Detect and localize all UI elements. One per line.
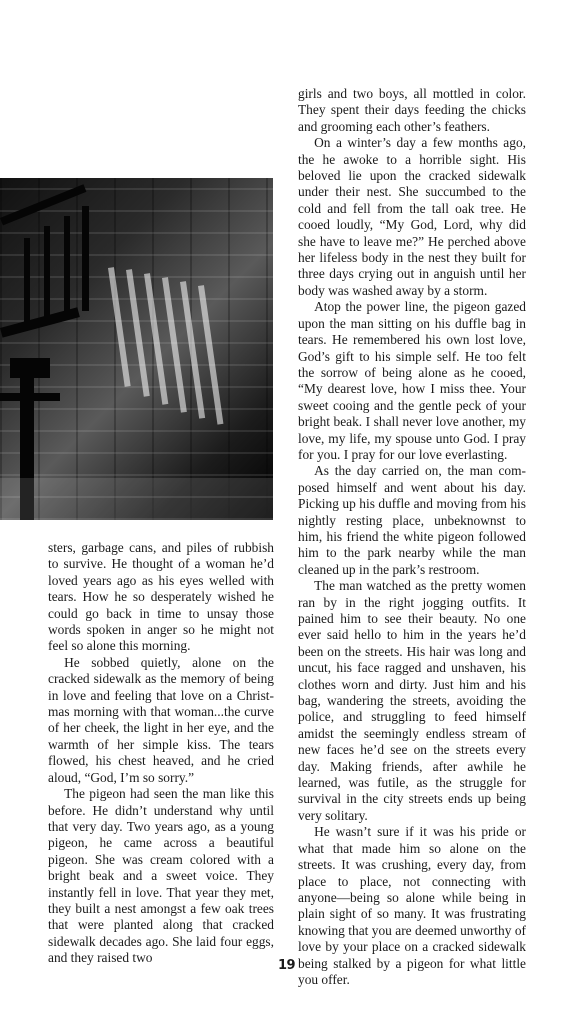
page-number: 19 [277, 958, 296, 973]
right-text-column [298, 86, 526, 988]
paragraph: On a winter’s day a few months ago, the he awoke to a horrible sight. His beloved lie upon the cracked sidewalk under their nest. She succumbed to the cold and fell from the tall oak tree. He cooed loudly, “My God, Lord, why did she have to leave me?” He perched above her lifeless body in the nest they built for three days crying out in anguish until her body was washed away by a storm. [298, 135, 526, 298]
paragraph: Atop the power line, the pigeon gazed upon the man sitting on his duffle bag in tears. He remembered his own lost love, God’s gift to his simple self. He too felt the sorrow of being alone as he cooed, “My dearest love, how I miss thee. Your sweet cooing and the gentle peck of your bright beak. I shall never love another, my love, my life, my spouse unto God. I pray for you. I pray for our love everlasting. [298, 299, 526, 462]
paragraph: He sobbed quietly, alone on the cracked sidewalk as the memory of being in love and feeling that love on a Christmas morning with that woman...the curve of her cheek, the light in her eye, and the warmth of her simple kiss. The tears flowed, his chest heaved, and he cried aloud, “God, I’m so sorry.” [48, 654, 274, 785]
left-text-column [48, 540, 274, 967]
bench-photo [0, 178, 273, 520]
bench-shadow-graphic [0, 178, 273, 520]
paragraph: He wasn’t sure if it was his pride or what that made him so alone on the streets. It was crushing, every day, from place to place, not connecting with anyone—being so alone while being in plain sight of so many. It was frustrating knowing that you are deemed unworthy of love by your place on a cracked sidewalk being stalked by a pigeon for what little you offer. [298, 824, 526, 987]
paragraph: As the day carried on, the man composed himself and went about his day. Picking up his duffle and moving from his nightly resting place, unbeknownst to him, his friend the white pigeon followed him to the park nearby while the man cleaned up in the park’s restroom. [298, 463, 526, 577]
paragraph: girls and two boys, all mottled in color. They spent their days feeding the chicks and grooming each other’s feathers. [298, 86, 526, 134]
paragraph: sters, garbage cans, and piles of rubbish to survive. He thought of a woman he’d loved years ago as his eyes welled with tears. How he so desperately wished he could go back in time to unsay those words spoken in anger so he might not feel so alone this morning. [48, 540, 274, 654]
paragraph: The pigeon had seen the man like this before. He didn’t understand why until that very day. Two years ago, as a young pigeon, he came across a beautiful pigeon. She was cream colored with a bright beak and a sweet voice. They instantly fell in love. That year they met, they built a nest amongst a few oak trees that were planted along that cracked sidewalk decades ago. She laid four eggs, and they raised two [48, 786, 274, 966]
paragraph: The man watched as the pretty women ran by in the right jogging outfits. It pained him to see their beauty. No one ever said hello to him in the years he’d been on the streets. His hair was long and uncut, his face ragged and unshaven, his clothes worn and dirty. Just him and his bag, wandering the streets, avoiding the police, and struggling to feed himself amidst the seemingly endless stream of new faces he’d see on the streets every day. Making friends, after awhile he learned, was futile, as the struggle for survival in the city streets ends up being very solitary. [298, 578, 526, 823]
